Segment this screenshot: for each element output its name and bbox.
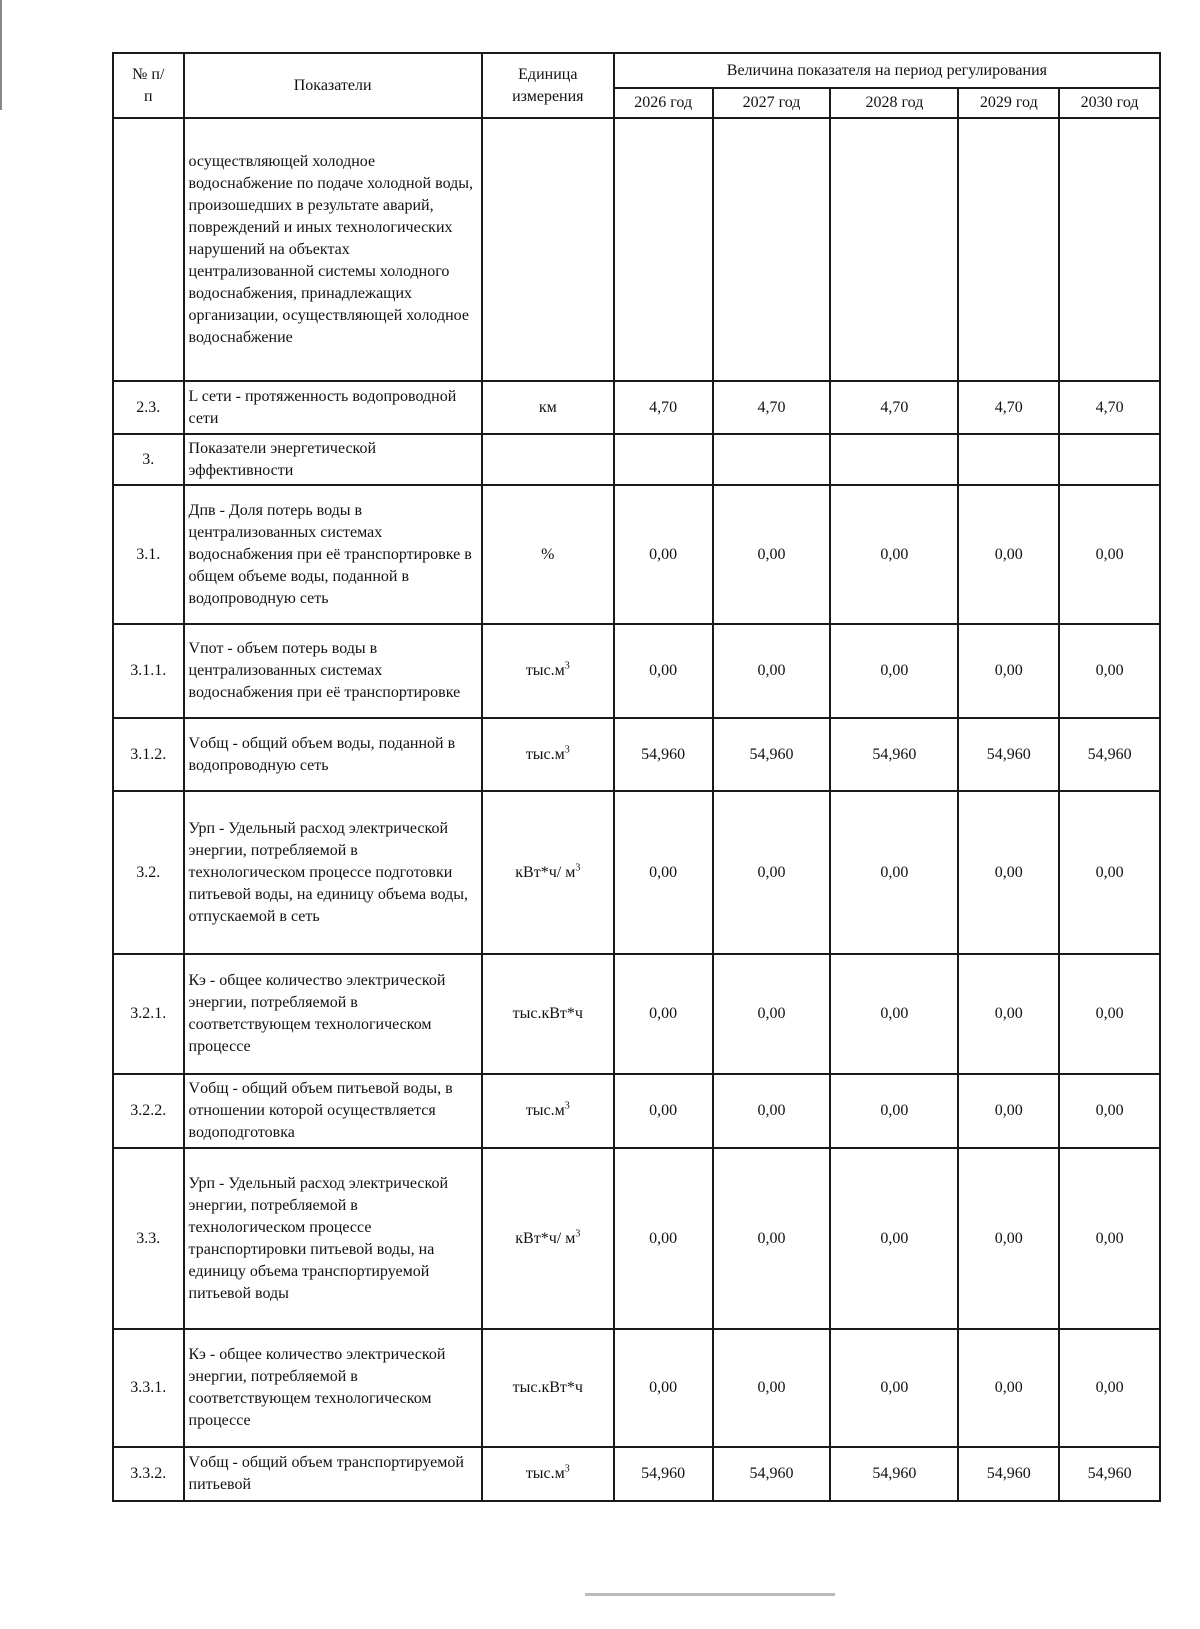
row-number: 3.1.1.: [113, 624, 184, 718]
row-number: 3.1.2.: [113, 718, 184, 791]
value-cell-2030: 0,00: [1059, 1329, 1160, 1447]
value-cell-2026: 0,00: [614, 1074, 713, 1148]
header-year-2029: 2029 год: [958, 88, 1059, 118]
value-cell-2029: [958, 434, 1059, 485]
value-cell-2028: 0,00: [830, 1148, 958, 1329]
row-number: 2.3.: [113, 381, 184, 434]
value-cell-2027: 0,00: [713, 791, 831, 954]
header-year-2026: 2026 год: [614, 88, 713, 118]
unit-superscript: 3: [564, 1100, 570, 1112]
row-number: 3.2.: [113, 791, 184, 954]
value-cell-2029: 0,00: [958, 1148, 1059, 1329]
value-cell-2028: 0,00: [830, 791, 958, 954]
table-row: [113, 954, 1160, 1074]
header-year-2030: 2030 год: [1059, 88, 1160, 118]
unit-cell: [482, 485, 614, 624]
unit-text: тыс.м: [525, 745, 565, 763]
value-cell-2028: 0,00: [830, 485, 958, 624]
indicator-name: L сети - протяженность водопроводной сети: [184, 381, 482, 434]
unit-cell: [482, 624, 614, 718]
value-cell-2028: 54,960: [830, 718, 958, 791]
value-cell-2026: [614, 118, 713, 381]
value-cell-2029: 4,70: [958, 381, 1059, 434]
row-number: 3.3.1.: [113, 1329, 184, 1447]
indicator-name: Vобщ - общий объем питьевой воды, в отношении которой осуществляется водоподготовка: [184, 1074, 482, 1148]
value-cell-2030: 54,960: [1059, 718, 1160, 791]
value-cell-2030: 0,00: [1059, 485, 1160, 624]
header-year-2027: 2027 год: [713, 88, 831, 118]
row-number: 3.2.2.: [113, 1074, 184, 1148]
unit-text: %: [541, 545, 555, 563]
row-number: 3.: [113, 434, 184, 485]
scan-edge-bottom: [585, 1593, 835, 1596]
value-cell-2028: 4,70: [830, 381, 958, 434]
indicator-name: Урп - Удельный расход электрической энергии, потребляемой в технологическом процессе транспортировки питьевой воды, на единицу объема транспортируемой питьевой воды: [184, 1148, 482, 1329]
value-cell-2030: 0,00: [1059, 624, 1160, 718]
header-unit: Единица измерения: [482, 53, 614, 118]
value-cell-2028: 54,960: [830, 1447, 958, 1501]
unit-text: тыс.кВт*ч: [512, 1379, 583, 1396]
value-cell-2026: 0,00: [614, 1148, 713, 1329]
value-cell-2030: 4,70: [1059, 381, 1160, 434]
value-cell-2030: 0,00: [1059, 1074, 1160, 1148]
table-row: [113, 718, 1160, 791]
unit-cell: [482, 118, 614, 381]
header-period: Величина показателя на период регулирования: [614, 53, 1160, 88]
unit-cell: [482, 434, 614, 485]
indicators-table: [112, 52, 1161, 1502]
value-cell-2027: 0,00: [713, 954, 831, 1074]
value-cell-2028: 0,00: [830, 1074, 958, 1148]
value-cell-2026: 0,00: [614, 791, 713, 954]
indicator-name: Дпв - Доля потерь воды в централизованных системах водоснабжения при её транспортировке в общем объеме воды, поданной в водопроводную сеть: [184, 485, 482, 624]
unit-cell: [482, 1329, 614, 1447]
row-number: 3.2.1.: [113, 954, 184, 1074]
value-cell-2026: 54,960: [614, 1447, 713, 1501]
value-cell-2030: 0,00: [1059, 954, 1160, 1074]
table-row: [113, 791, 1160, 954]
table-row: [113, 485, 1160, 624]
value-cell-2026: 0,00: [614, 624, 713, 718]
value-cell-2030: 54,960: [1059, 1447, 1160, 1501]
unit-cell: [482, 791, 614, 954]
unit-text: тыс.м: [525, 1102, 565, 1119]
value-cell-2026: 0,00: [614, 485, 713, 624]
unit-superscript: 3: [575, 1228, 581, 1240]
value-cell-2030: [1059, 118, 1160, 381]
value-cell-2027: 4,70: [713, 381, 831, 434]
value-cell-2029: 0,00: [958, 485, 1059, 624]
row-number: 3.3.: [113, 1148, 184, 1329]
row-number: 3.1.: [113, 485, 184, 624]
value-cell-2029: 0,00: [958, 1329, 1059, 1447]
value-cell-2030: 0,00: [1059, 1148, 1160, 1329]
value-cell-2026: 54,960: [614, 718, 713, 791]
header-year-2028: 2028 год: [830, 88, 958, 118]
value-cell-2030: 0,00: [1059, 791, 1160, 954]
value-cell-2026: [614, 434, 713, 485]
unit-cell: [482, 1148, 614, 1329]
value-cell-2029: 54,960: [958, 718, 1059, 791]
table-row: [113, 434, 1160, 485]
unit-superscript: 3: [564, 660, 570, 672]
unit-superscript: 3: [564, 744, 570, 756]
unit-superscript: 3: [564, 1463, 570, 1475]
value-cell-2029: 0,00: [958, 791, 1059, 954]
value-cell-2028: 0,00: [830, 954, 958, 1074]
value-cell-2027: 0,00: [713, 1074, 831, 1148]
table-row: [113, 1329, 1160, 1447]
unit-cell: [482, 718, 614, 791]
indicator-name: Кэ - общее количество электрической энергии, потребляемой в соответствующем технологическом процессе: [184, 954, 482, 1074]
row-number: 3.3.2.: [113, 1447, 184, 1501]
value-cell-2028: 0,00: [830, 624, 958, 718]
unit-text: кВт*ч/ м: [515, 863, 576, 881]
value-cell-2028: 0,00: [830, 1329, 958, 1447]
indicator-name: Vпот - объем потерь воды в централизованных системах водоснабжения при её транспортировке: [184, 624, 482, 718]
value-cell-2027: [713, 118, 831, 381]
indicator-name: осуществляющей холодное водоснабжение по подаче холодной воды, произошедших в результате аварий, повреждений и иных технологических нарушений на объектах централизованной системы холодного водоснабжения, принадлежащих организации, осуществляющей холодное водоснабжение: [184, 118, 482, 381]
unit-cell: [482, 1074, 614, 1148]
value-cell-2028: [830, 434, 958, 485]
indicator-name: Vобщ - общий объем транспортируемой питьевой: [184, 1447, 482, 1501]
unit-text: тыс.м: [525, 1465, 565, 1482]
table-row: [113, 1074, 1160, 1148]
value-cell-2027: 0,00: [713, 485, 831, 624]
scan-edge: [0, 0, 2, 110]
value-cell-2027: 0,00: [713, 1148, 831, 1329]
value-cell-2029: [958, 118, 1059, 381]
indicator-name: Урп - Удельный расход электрической энергии, потребляемой в технологическом процессе подготовки питьевой воды, на единицу объема воды, отпускаемой в сеть: [184, 791, 482, 954]
value-cell-2027: 0,00: [713, 1329, 831, 1447]
value-cell-2026: 0,00: [614, 954, 713, 1074]
value-cell-2026: 0,00: [614, 1329, 713, 1447]
value-cell-2029: 0,00: [958, 954, 1059, 1074]
value-cell-2027: 54,960: [713, 718, 831, 791]
table-row: [113, 381, 1160, 434]
row-number: [113, 118, 184, 381]
header-name: Показатели: [184, 53, 482, 118]
value-cell-2027: [713, 434, 831, 485]
value-cell-2027: 54,960: [713, 1447, 831, 1501]
value-cell-2030: [1059, 434, 1160, 485]
value-cell-2029: 0,00: [958, 1074, 1059, 1148]
unit-cell: [482, 381, 614, 434]
table-row: [113, 118, 1160, 381]
indicator-name: Кэ - общее количество электрической энергии, потребляемой в соответствующем технологическом процессе: [184, 1329, 482, 1447]
unit-cell: [482, 954, 614, 1074]
header-num: № п/п: [113, 53, 184, 118]
value-cell-2027: 0,00: [713, 624, 831, 718]
unit-text: км: [538, 398, 557, 416]
table-row: [113, 1148, 1160, 1329]
value-cell-2029: 54,960: [958, 1447, 1059, 1501]
value-cell-2028: [830, 118, 958, 381]
table-row: [113, 624, 1160, 718]
unit-text: тыс.м: [525, 662, 565, 679]
value-cell-2026: 4,70: [614, 381, 713, 434]
unit-superscript: 3: [575, 862, 581, 874]
unit-cell: [482, 1447, 614, 1501]
value-cell-2029: 0,00: [958, 624, 1059, 718]
unit-text: кВт*ч/ м: [515, 1229, 576, 1247]
indicator-name: Vобщ - общий объем воды, поданной в водопроводную сеть: [184, 718, 482, 791]
unit-text: тыс.кВт*ч: [512, 1005, 583, 1022]
indicator-name: Показатели энергетической эффективности: [184, 434, 482, 485]
table-row: [113, 1447, 1160, 1501]
